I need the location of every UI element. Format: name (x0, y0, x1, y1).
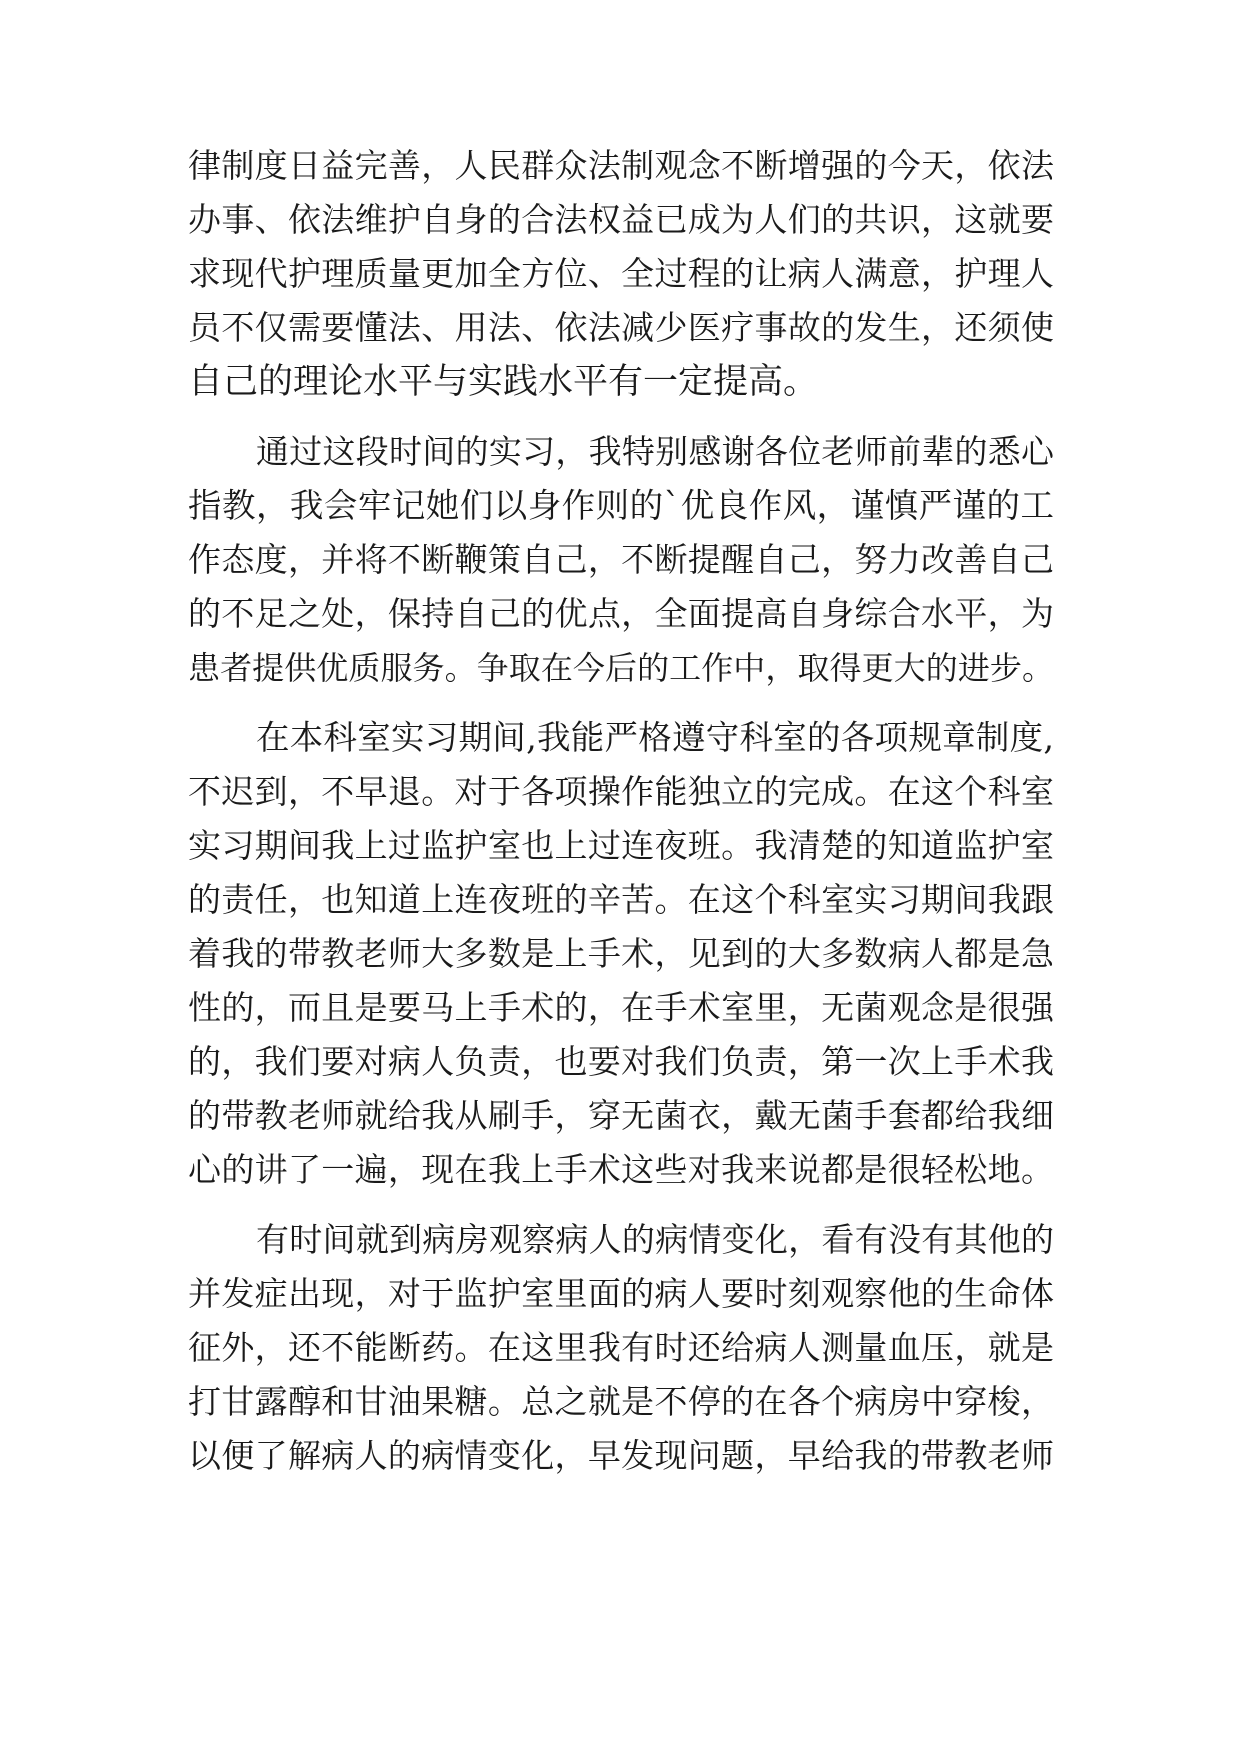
text-line: 性的，而且是要马上手术的，在手术室里，无菌观念是很强 (188, 988, 1054, 1027)
text-line: 的责任，也知道上连夜班的辛苦。在这个科室实习期间我跟 (188, 880, 1054, 919)
text-line: 心的讲了一遍，现在我上手术这些对我来说都是很轻松地。 (188, 1150, 1054, 1189)
text-line: 的，我们要对病人负责，也要对我们负责，第一次上手术我 (188, 1042, 1054, 1081)
text-line: 并发症出现，对于监护室里面的病人要时刻观察他的生命体 (188, 1274, 1054, 1313)
text-line: 不迟到，不早退。对于各项操作能独立的完成。在这个科室 (188, 772, 1054, 811)
text-line: 在本科室实习期间,我能严格遵守科室的各项规章制度, (256, 718, 1054, 757)
text-line: 患者提供优质服务。争取在今后的工作中，取得更大的进步。 (188, 649, 1054, 687)
text-line: 着我的带教老师大多数是上手术，见到的大多数病人都是急 (188, 934, 1054, 973)
text-line: 以便了解病人的病情变化，早发现问题，早给我的带教老师 (188, 1436, 1054, 1475)
text-line: 打甘露醇和甘油果糖。总之就是不停的在各个病房中穿梭， (188, 1382, 1054, 1421)
text-line: 求现代护理质量更加全方位、全过程的让病人满意，护理人 (188, 254, 1054, 293)
text-line: 员不仅需要懂法、用法、依法减少医疗事故的发生，还须使 (188, 308, 1054, 347)
text-line: 的带教老师就给我从刷手，穿无菌衣，戴无菌手套都给我细 (188, 1096, 1054, 1135)
text-line: 通过这段时间的实习，我特别感谢各位老师前辈的悉心 (256, 432, 1054, 471)
text-line: 律制度日益完善，人民群众法制观念不断增强的今天，依法 (188, 146, 1054, 185)
text-line: 指教，我会牢记她们以身作则的`优良作风，谨慎严谨的工 (188, 486, 1054, 525)
text-line: 作态度，并将不断鞭策自己，不断提醒自己，努力改善自己 (188, 540, 1054, 579)
text-line: 实习期间我上过监护室也上过连夜班。我清楚的知道监护室 (188, 826, 1054, 865)
text-line: 征外，还不能断药。在这里我有时还给病人测量血压，就是 (188, 1328, 1054, 1367)
text-line: 的不足之处，保持自己的优点，全面提高自身综合水平，为 (188, 594, 1054, 633)
text-line: 自己的理论水平与实践水平有一定提高。 (188, 362, 819, 402)
text-line: 办事、依法维护自身的合法权益已成为人们的共识，这就要 (188, 200, 1054, 239)
text-line: 有时间就到病房观察病人的病情变化，看有没有其他的 (256, 1220, 1054, 1259)
